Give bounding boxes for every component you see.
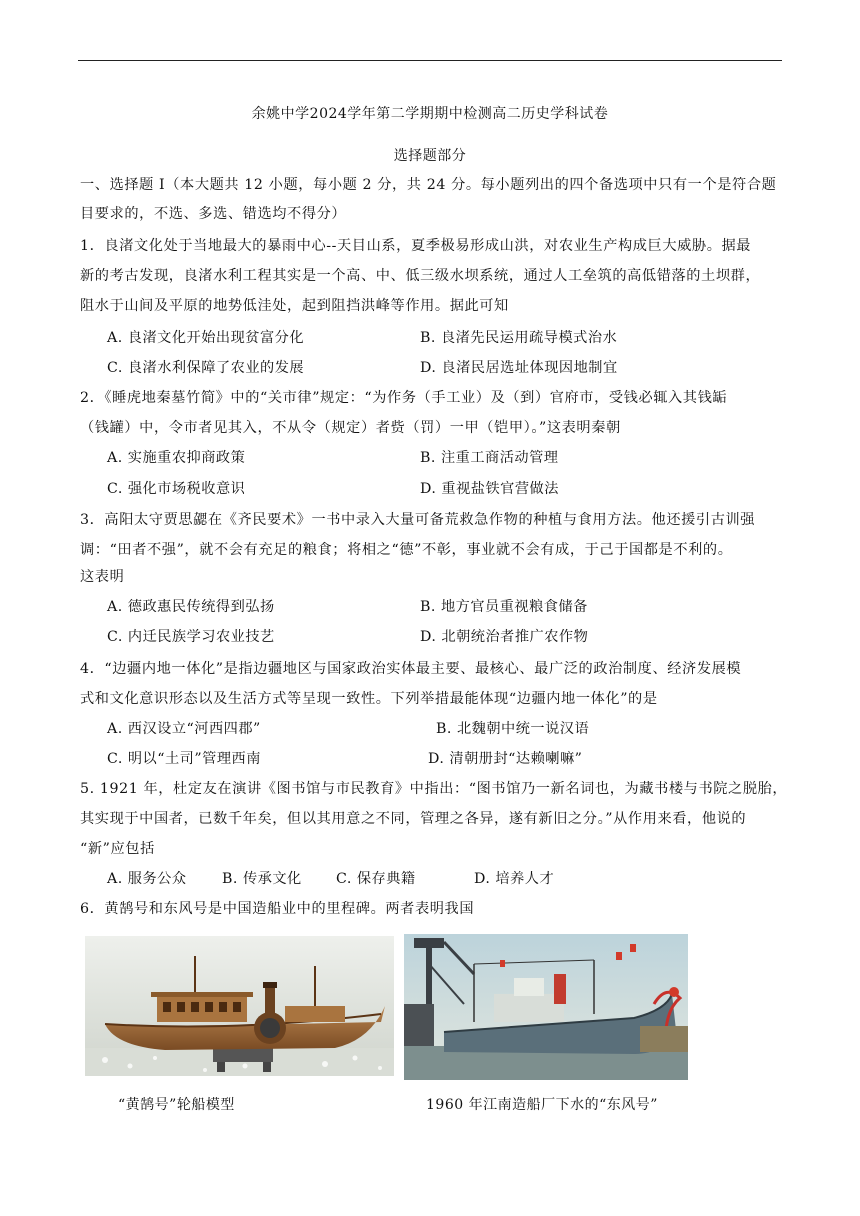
- q5-option-c: C. 保存典籍: [336, 871, 416, 887]
- left-figure-caption: “黄鹄号”轮船模型: [118, 1097, 235, 1113]
- q4-option-a: A. 西汉设立“河西四郡”: [107, 721, 261, 737]
- q1-option-c: C. 良渚水利保障了农业的发展: [107, 360, 305, 376]
- q3-stem-line2: 调：“田者不强”，就不会有充足的粮食；将相之“德”不彰，事业就不会有成，于己于国都是不利的。: [80, 542, 733, 558]
- q1-stem-line1: 1．良渚文化处于当地最大的暴雨中心--天目山系，夏季极易形成山洪，对农业生产构成巨大威胁。据最: [80, 238, 752, 254]
- q3-stem-line1: 3．高阳太守贾思勰在《齐民要术》一书中录入大量可备荒救急作物的种植与食用方法。他还援引古训强: [80, 512, 756, 528]
- q1-option-d: D. 良渚民居选址体现因地制宜: [420, 360, 618, 376]
- q1-stem-line3: 阻水于山间及平原的地势低洼处，起到阻挡洪峰等作用。据此可知: [80, 298, 509, 314]
- q3-option-c: C. 内迁民族学习农业技艺: [107, 629, 275, 645]
- q2-option-a: A. 实施重农抑商政策: [107, 450, 246, 466]
- q2-option-c: C. 强化市场税收意识: [107, 481, 246, 497]
- q1-option-b: B. 良渚先民运用疏导模式治水: [420, 330, 618, 346]
- part-title: 选择题部分: [393, 148, 467, 164]
- section-heading-line2: 目要求的，不选、多选、错选均不得分）: [80, 206, 347, 222]
- right-figure-caption: 1960 年江南造船厂下水的“东风号”: [426, 1097, 658, 1113]
- q2-stem-line2: （钱罐）中，令市者见其入，不从令（规定）者赀（罚）一甲（铠甲）。”这表明秦朝: [80, 420, 621, 436]
- q5-stem-line1: 5. 1921 年，杜定友在演讲《图书馆与市民教育》中指出：“图书馆乃一新名词也，为藏书楼与书院之脱胎，: [80, 781, 788, 797]
- q4-stem-line1: 4．“边疆内地一体化”是指边疆地区与国家政治实体最主要、最核心、最广泛的政治制度、经济发展模: [80, 661, 742, 677]
- dongfeng-ship-photo: [404, 934, 688, 1080]
- q4-stem-line2: 式和文化意识形态以及生活方式等呈现一致性。下列举措最能体现“边疆内地一体化”的是: [80, 691, 658, 707]
- q2-option-b: B. 注重工商活动管理: [420, 450, 559, 466]
- q5-option-b: B. 传承文化: [222, 871, 302, 887]
- q5-option-a: A. 服务公众: [107, 871, 187, 887]
- top-rule: [78, 60, 782, 61]
- q4-option-b: B. 北魏朝中统一说汉语: [436, 721, 590, 737]
- huanghu-model-photo: [85, 936, 394, 1076]
- q3-option-d: D. 北朝统治者推广农作物: [420, 629, 589, 645]
- q4-option-c: C. 明以“土司”管理西南: [107, 751, 261, 767]
- q5-stem-line3: “新”应包括: [80, 841, 155, 857]
- q1-stem-line2: 新的考古发现，良渚水利工程其实是一个高、中、低三级水坝系统，通过人工垒筑的高低错落的土坝群，: [80, 268, 761, 284]
- q2-stem-line1: 2．《睡虎地秦墓竹简》中的“关市律”规定：“为作务（手工业）及（到）官府市，受钱必辄入其钱缿: [80, 390, 728, 406]
- q1-option-a: A. 良渚文化开始出现贫富分化: [107, 330, 305, 346]
- section-heading-line1: 一、选择题 I（本大题共 12 小题，每小题 2 分，共 24 分。每小题列出的四个备选项中只有一个是符合题: [80, 177, 777, 193]
- exam-title: 余姚中学2024学年第二学期期中检测高二历史学科试卷: [251, 106, 609, 122]
- q4-option-d: D. 清朝册封“达赖喇嘛”: [428, 751, 583, 767]
- q3-stem-line3: 这表明: [80, 569, 125, 585]
- q3-option-a: A. 德政惠民传统得到弘扬: [107, 599, 275, 615]
- huanghu-model-illustration: [85, 936, 394, 1076]
- q3-option-b: B. 地方官员重视粮食储备: [420, 599, 588, 615]
- dongfeng-ship-illustration: [404, 934, 688, 1080]
- q6-stem-line1: 6．黄鹄号和东风号是中国造船业中的里程碑。两者表明我国: [80, 901, 475, 917]
- q5-stem-line2: 其实现于中国者，已数千年矣，但以其用意之不同，管理之各异，遂有新旧之分。”从作用来看，他说的: [80, 811, 747, 827]
- q5-option-d: D. 培养人才: [474, 871, 555, 887]
- q2-option-d: D. 重视盐铁官营做法: [420, 481, 559, 497]
